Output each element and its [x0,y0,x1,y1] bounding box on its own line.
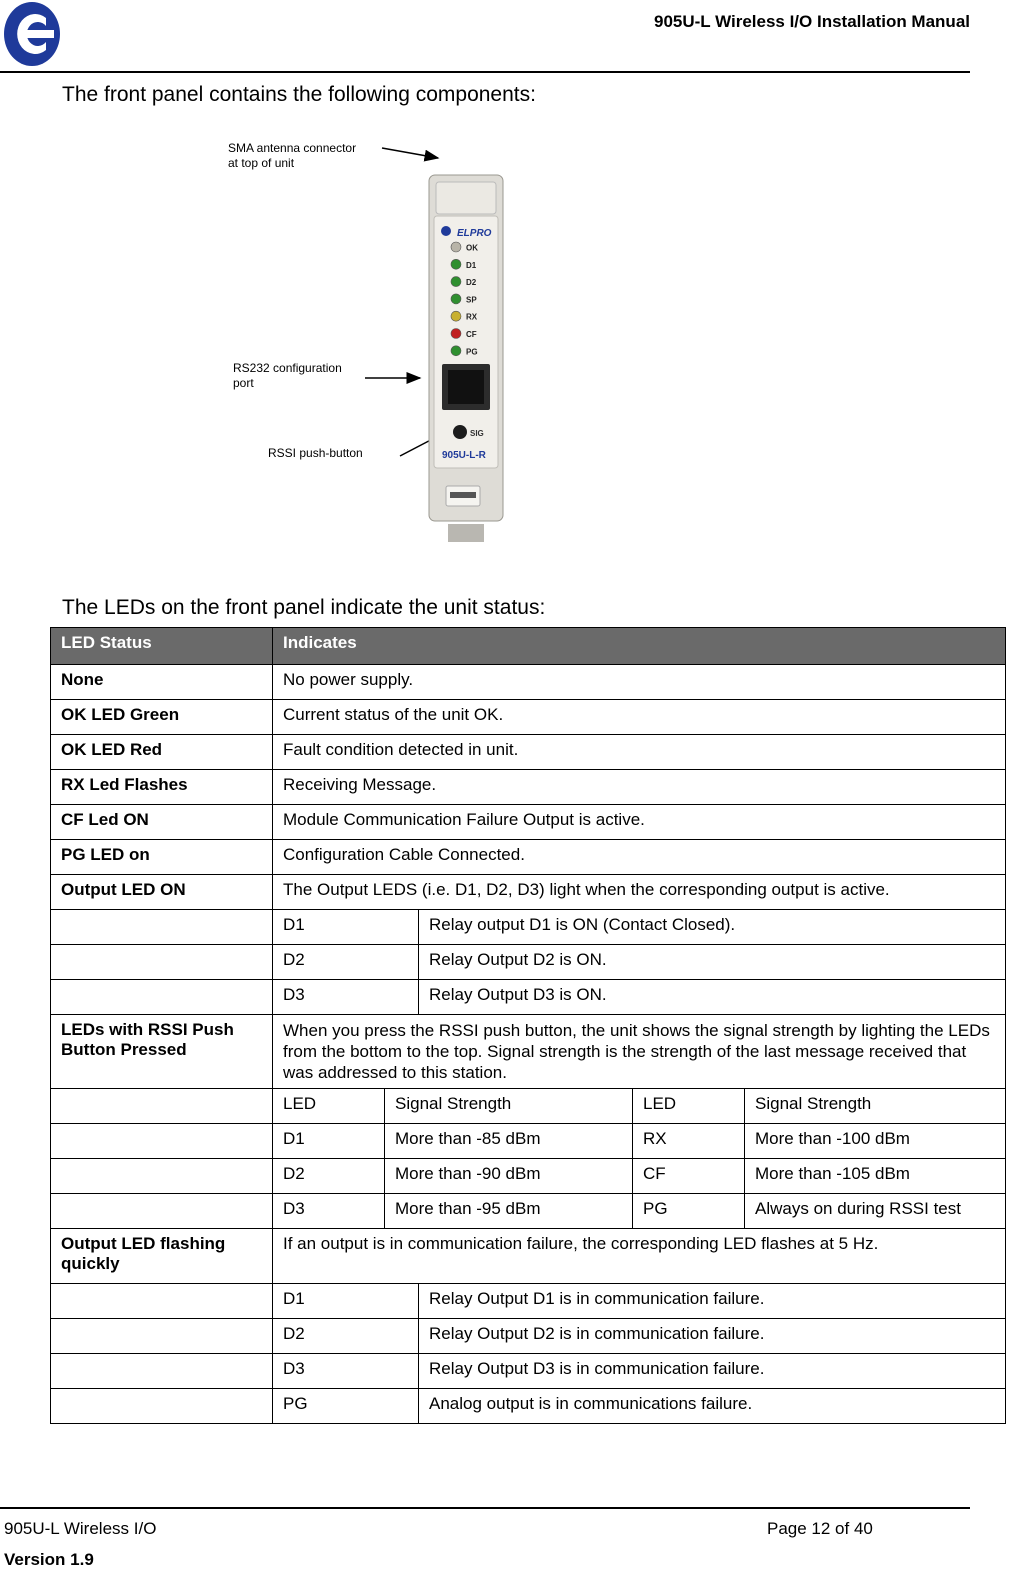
table-row [51,1089,1006,1124]
sma-arrow [382,148,438,158]
indicates-cell: Current status of the unit OK. [273,700,1006,735]
led-label: PG [466,347,478,357]
led-label: RX [466,312,478,322]
device-illustration [220,130,550,560]
sub-text-cell: Relay Output D3 is in communication failure. [419,1354,1006,1389]
led-d1 [451,259,461,269]
led-status-table [50,627,1006,1424]
status-cell: None [51,665,273,700]
header-title: 905U-L Wireless I/O Installation Manual [653,12,970,31]
sub-led-cell: PG [273,1389,419,1424]
status-cell: LEDs with RSSI Push Button Pressed [51,1015,273,1089]
table-row [51,700,1006,735]
rssi-head-cell: Signal Strength [745,1089,1006,1124]
rssi-cell: D2 [273,1159,385,1194]
table-row [51,805,1006,840]
rssi-callout: RSSI push-button [268,446,363,460]
sub-text-cell: Relay Output D3 is ON. [419,980,1006,1015]
column-header-led-status: LED Status [51,628,273,665]
indicates-cell: When you press the RSSI push button, the unit shows the signal strength by lighting the LEDs from the bottom to the top. Signal strength is the strength of the last message received that was addressed to this station. [273,1015,1006,1089]
indicates-cell: The Output LEDS (i.e. D1, D2, D3) light when the corresponding output is active. [273,875,1006,910]
sub-text-cell: Relay output D1 is ON (Contact Closed). [419,910,1006,945]
indicates-cell: Configuration Cable Connected. [273,840,1006,875]
rssi-cell: More than -90 dBm [385,1159,633,1194]
footer-product: 905U-L Wireless I/O [4,1519,157,1538]
led-sp [451,294,461,304]
rssi-cell: D1 [273,1124,385,1159]
sub-led-cell: D3 [273,980,419,1015]
rssi-head-cell: LED [633,1089,745,1124]
sub-text-cell: Relay Output D1 is in communication failure. [419,1284,1006,1319]
table-row [51,945,1006,980]
rssi-cell: More than -100 dBm [745,1124,1006,1159]
rssi-cell: PG [633,1194,745,1229]
rssi-head-cell: Signal Strength [385,1089,633,1124]
rssi-cell: D3 [273,1194,385,1229]
sub-led-cell: D1 [273,910,419,945]
header-divider [0,71,970,73]
sub-text-cell: Analog output is in communications failure. [419,1389,1006,1424]
led-label: D1 [466,260,477,270]
brand-label: ELPRO [457,228,492,239]
table-row [51,665,1006,700]
sub-text-cell: Relay Output D2 is in communication failure. [419,1319,1006,1354]
sma-callout: SMA antenna connector at top of unit [228,141,357,170]
table-row [51,840,1006,875]
table-row [51,1015,1006,1089]
rssi-cell: Always on during RSSI test [745,1194,1006,1229]
table-row [51,770,1006,805]
indicates-cell: Module Communication Failure Output is active. [273,805,1006,840]
rssi-button [453,425,467,439]
status-cell: OK LED Red [51,735,273,770]
sig-label: SIG [470,429,484,438]
led-pg [451,346,461,356]
model-label: 905U-L-R [442,450,486,461]
table-row [51,1354,1006,1389]
table-row [51,875,1006,910]
intro-text: The front panel contains the following components: [62,83,536,106]
table-row [51,1389,1006,1424]
rssi-cell: RX [633,1124,745,1159]
led-ok [451,242,461,252]
table-row [51,980,1006,1015]
led-d2 [451,277,461,287]
status-cell: Output LED flashing quickly [51,1229,273,1284]
company-logo [2,0,62,68]
status-cell: Output LED ON [51,875,273,910]
table-row [51,1159,1006,1194]
rssi-cell: CF [633,1159,745,1194]
rs232-callout: RS232 configuration port [233,361,342,390]
led-intro-text: The LEDs on the front panel indicate the unit status: [62,596,546,619]
led-rx [451,311,461,321]
table-row [51,1229,1006,1284]
elpro-logo-icon [441,226,451,236]
status-cell: OK LED Green [51,700,273,735]
table-row [51,735,1006,770]
led-label: SP [466,295,477,305]
led-cf [451,329,461,339]
table-row [51,1124,1006,1159]
sub-text-cell: Relay Output D2 is ON. [419,945,1006,980]
indicates-cell: Fault condition detected in unit. [273,735,1006,770]
table-row [51,1284,1006,1319]
table-row [51,1319,1006,1354]
rssi-cell: More than -85 dBm [385,1124,633,1159]
footer-page-number: Page 12 of 40 [767,1519,873,1538]
led-label: OK [466,243,478,253]
table-row [51,1194,1006,1229]
status-cell: PG LED on [51,840,273,875]
table-row [51,910,1006,945]
led-label: D2 [466,278,477,288]
front-panel-figure [220,130,550,560]
sub-led-cell: D3 [273,1354,419,1389]
sub-led-cell: D1 [273,1284,419,1319]
rssi-cell: More than -95 dBm [385,1194,633,1229]
sub-led-cell: D2 [273,945,419,980]
footer-version: Version 1.9 [4,1550,94,1569]
sub-led-cell: D2 [273,1319,419,1354]
indicates-cell: Receiving Message. [273,770,1006,805]
led-label: CF [466,330,477,339]
indicates-cell: If an output is in communication failure, the corresponding LED flashes at 5 Hz. [273,1229,1006,1284]
status-cell: CF Led ON [51,805,273,840]
column-header-indicates: Indicates [273,628,1006,665]
indicates-cell: No power supply. [273,665,1006,700]
rssi-cell: More than -105 dBm [745,1159,1006,1194]
footer-divider [0,1507,970,1509]
rssi-head-cell: LED [273,1089,385,1124]
status-cell: RX Led Flashes [51,770,273,805]
